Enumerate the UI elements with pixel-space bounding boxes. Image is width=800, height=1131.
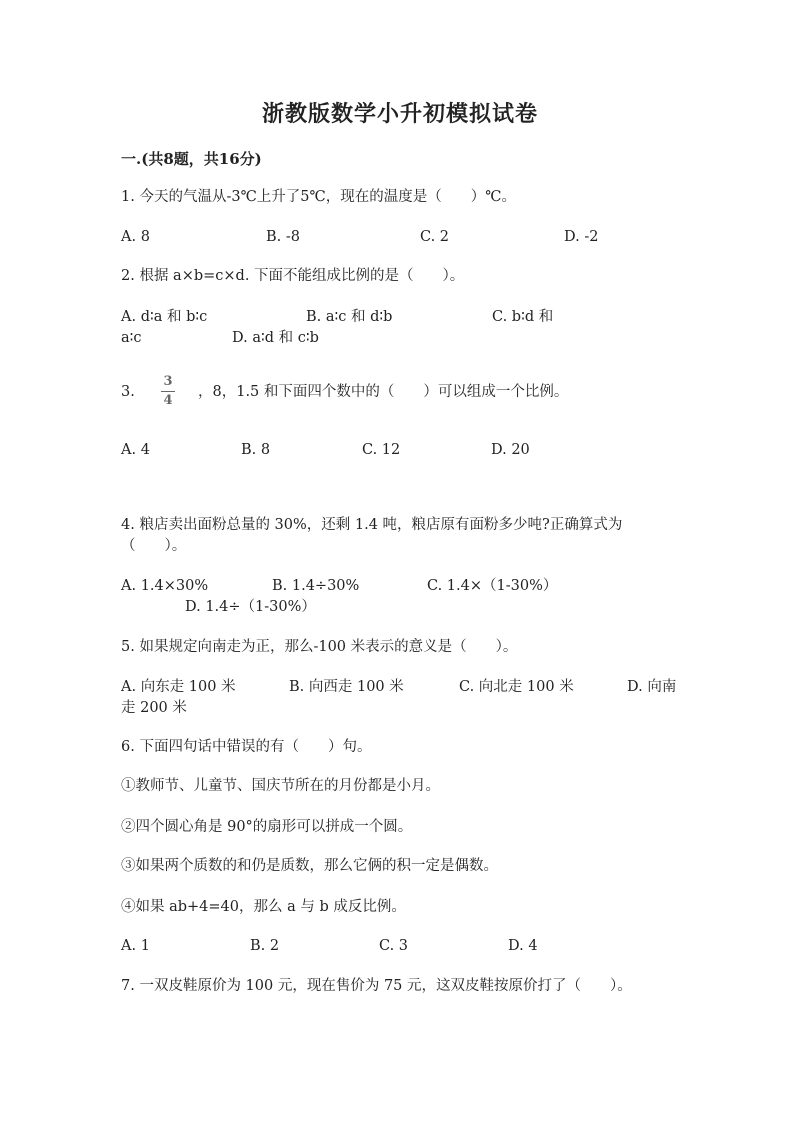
q2-option-b[interactable]: B. a∶c 和 d∶b (306, 309, 393, 325)
question-2-text: 2. 根据 a×b=c×d. 下面不能组成比例的是（ ）。 (121, 268, 465, 284)
question-7-text: 7. 一双皮鞋原价为 100 元，现在售价为 75 元，这双皮鞋按原价打了（ ）。 (121, 978, 632, 994)
question-6-text: 6. 下面四句话中错误的有（ ）句。 (121, 739, 372, 755)
q2-option-c[interactable]: C. b∶d 和 (492, 309, 554, 325)
q6-option-b[interactable]: B. 2 (250, 938, 280, 954)
question-3-text: ，8，1.5 和下面四个数中的（ ）可以组成一个比例。 (198, 384, 569, 400)
q6-option-d[interactable]: D. 4 (508, 938, 538, 954)
q2-option-d[interactable]: D. a∶d 和 c∶b (232, 330, 319, 346)
q5-option-b[interactable]: B. 向西走 100 米 (289, 679, 404, 695)
q3-option-a[interactable]: A. 4 (121, 442, 150, 458)
fraction-three-quarters (158, 375, 178, 408)
q3-option-d[interactable]: D. 20 (491, 442, 530, 458)
q6-statement-2: ②四个圆心角是 90°的扇形可以拼成一个圆。 (121, 819, 413, 835)
q2-option-a[interactable]: A. d∶a 和 b∶c (121, 309, 208, 325)
q1-option-b[interactable]: B. -8 (266, 229, 300, 245)
question-3-number: 3. (121, 384, 135, 400)
q6-statement-1: ①教师节、儿童节、国庆节所在的月份都是小月。 (121, 778, 440, 794)
q1-option-c[interactable]: C. 2 (420, 229, 450, 245)
q4-option-d[interactable]: D. 1.4÷（1-30%） (185, 599, 316, 615)
q5-option-c[interactable]: C. 向北走 100 米 (459, 679, 574, 695)
q4-option-c[interactable]: C. 1.4×（1-30%） (427, 578, 558, 594)
q1-option-d[interactable]: D. -2 (564, 229, 599, 245)
q4-option-b[interactable]: B. 1.4÷30% (272, 578, 360, 594)
q6-option-c[interactable]: C. 3 (379, 938, 409, 954)
q3-option-c[interactable]: C. 12 (362, 442, 401, 458)
q6-option-a[interactable]: A. 1 (121, 938, 150, 954)
q1-option-a[interactable]: A. 8 (121, 229, 150, 245)
fraction-bar (161, 391, 175, 392)
question-4-text-line2: （ ）。 (121, 538, 187, 554)
q2-option-c-continued[interactable]: a∶c (121, 330, 142, 346)
question-5-text: 5. 如果规定向南走为正，那么-100 米表示的意义是（ ）。 (121, 639, 518, 655)
q6-statement-3: ③如果两个质数的和仍是质数，那么它俩的积一定是偶数。 (121, 858, 498, 874)
fraction-numerator: 3 (163, 374, 173, 389)
question-4-text-line1: 4. 粮店卖出面粉总量的 30%，还剩 1.4 吨，粮店原有面粉多少吨?正确算式为 (121, 517, 623, 533)
q5-option-d-continued[interactable]: 走 200 米 (121, 700, 187, 716)
section-heading: 一.(共8题，共16分) (121, 150, 262, 168)
fraction-denominator: 4 (163, 393, 173, 408)
q6-statement-4: ④如果 ab+4=40，那么 a 与 b 成反比例。 (121, 899, 406, 915)
question-1-text: 1. 今天的气温从-3℃上升了5℃，现在的温度是（ ）℃。 (121, 189, 516, 205)
exam-title: 浙教版数学小升初模拟试卷 (261, 101, 538, 127)
q5-option-a[interactable]: A. 向东走 100 米 (121, 679, 236, 695)
q5-option-d[interactable]: D. 向南 (627, 679, 677, 695)
q4-option-a[interactable]: A. 1.4×30% (121, 578, 209, 594)
q3-option-b[interactable]: B. 8 (241, 442, 271, 458)
